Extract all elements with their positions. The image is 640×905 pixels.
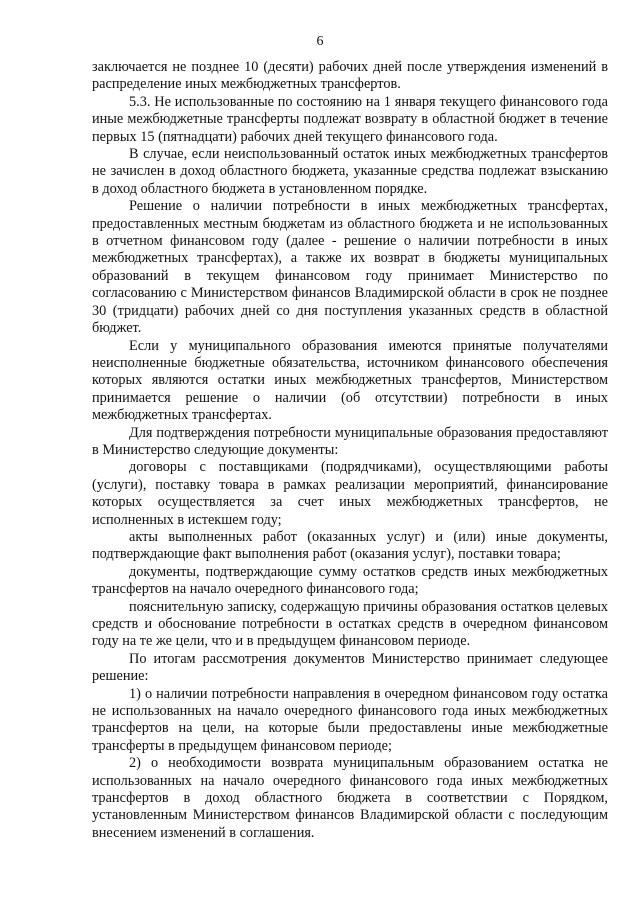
- paragraph-continuation: заключается не позднее 10 (десяти) рабочих дней после утверждения изменений в распределение иных межбюджетных трансфертов.: [92, 59, 608, 93]
- list-item-explanatory-note: пояснительную записку, содержащую причины образования остатков целевых средств и обоснование потребности в остатках средств в очередном финансовом году на те же цели, что и в предыдущем финансовом периоде.: [92, 598, 608, 650]
- document-body: [92, 59, 608, 842]
- list-item-balance-documents: документы, подтверждающие сумму остатков средств иных межбюджетных трансфертов на начало очередного финансового года;: [92, 563, 608, 598]
- decision-option-1: 1) о наличии потребности направления в очередном финансовом году остатка не использованных на начало очередного финансового года иных межбюджетных трансфертов на цели, на которые были предоставлены иные межбюджетные трансферты в предыдущем финансовом периоде;: [92, 685, 608, 754]
- list-item-acts: акты выполненных работ (оказанных услуг) и (или) иные документы, подтверждающие факт выполнения работ (оказания услуг), поставки товара;: [92, 528, 608, 563]
- list-item-contracts: договоры с поставщиками (подрядчиками), осуществляющими работы (услуги), поставку товара в рамках реализации мероприятий, финансирование которых осуществляется за счет иных межбюджетных трансфертов, не исполненных в истекшем году;: [92, 459, 608, 528]
- paragraph-need-decision: Решение о наличии потребности в иных межбюджетных трансфертах, предоставленных местным бюджетам из областного бюджета и не использованных в отчетном финансовом году (далее - решение о наличии потребности в иных межбюджетных трансфертах), а также их возврат в бюджеты муниципальных образований в текущем финансовом году принимает Министерство по согласованию с Министерством финансов Владимирской области в срок не позднее 30 (тридцати) рабочих дней со дня поступления указанных средств в областной бюджет.: [92, 198, 608, 337]
- paragraph-unspent-balance: В случае, если неиспользованный остаток иных межбюджетных трансфертов не зачислен в доход областного бюджета, указанные средства подлежат взысканию в доход областного бюджета в установленном порядке.: [92, 146, 608, 197]
- paragraph-decision-intro: По итогам рассмотрения документов Министерство принимает следующее решение:: [92, 650, 608, 685]
- paragraph-5-3: 5.3. Не использованные по состоянию на 1 января текущего финансового года иные межбюджетные трансферты подлежат возврату в областной бюджет в течение первых 15 (пятнадцати) рабочих дней текущего финансового года.: [92, 93, 608, 145]
- page-number: 6: [316, 34, 324, 49]
- decision-option-2: 2) о необходимости возврата муниципальным образованием остатка не использованных на начало очередного финансового года иных межбюджетных трансфертов в доход областного бюджета в соответствии с Порядком, установленным Министерством финансов Владимирской области с последующим внесением изменений в соглашения.: [92, 755, 608, 841]
- paragraph-obligations: Если у муниципального образования имеются принятые получателями неисполненные бюджетные обязательства, источником финансового обеспечения которых являются остатки иных межбюджетных трансфертов, Министерством принимается решение о наличии (об отсутствии) потребности в иных межбюджетных трансфертах.: [92, 337, 608, 424]
- paragraph-documents-intro: Для подтверждения потребности муниципальные образования предоставляют в Министерство следующие документы:: [92, 424, 608, 458]
